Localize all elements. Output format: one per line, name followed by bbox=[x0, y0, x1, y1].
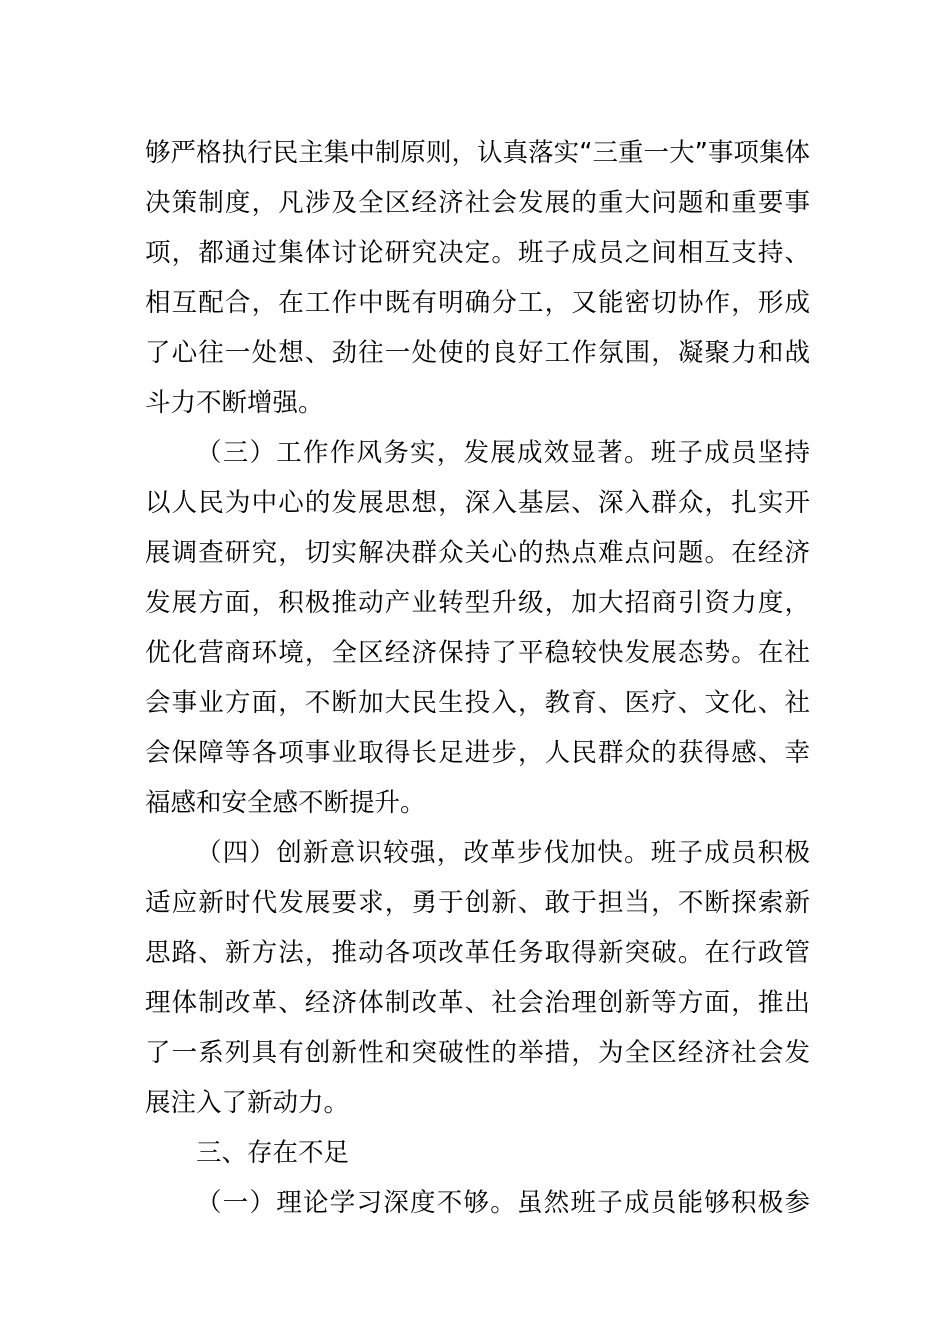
text-line: 思路、新方法，推动各项改革任务取得新突破。在行政管 bbox=[145, 938, 810, 968]
text-line: 优化营商环境，全区经济保持了平稳较快发展态势。在社 bbox=[145, 638, 810, 668]
text-line: 发展方面，积极推动产业转型升级，加大招商引资力度， bbox=[145, 588, 810, 618]
text-line: 理体制改革、经济体制改革、社会治理创新等方面，推出 bbox=[145, 988, 810, 1018]
text-line: 相互配合，在工作中既有明确分工，又能密切协作，形成 bbox=[145, 288, 810, 318]
text-line: 了心往一处想、劲往一处使的良好工作氛围，凝聚力和战 bbox=[145, 338, 810, 368]
text-line: 会事业方面，不断加大民生投入，教育、医疗、文化、社 bbox=[145, 688, 810, 718]
text-line: 福感和安全感不断提升。 bbox=[145, 788, 426, 818]
paragraph-first-line: 三、存在不足 bbox=[196, 1138, 350, 1168]
text-line: 够严格执行民主集中制原则，认真落实“三重一大”事项集体 bbox=[145, 138, 810, 168]
text-line: 适应新时代发展要求，勇于创新、敢于担当，不断探索新 bbox=[145, 888, 810, 918]
text-line: 以人民为中心的发展思想，深入基层、深入群众，扎实开 bbox=[145, 488, 810, 518]
paragraph-first-line: （一）理论学习深度不够。虽然班子成员能够积极参 bbox=[196, 1188, 810, 1218]
text-line: 决策制度，凡涉及全区经济社会发展的重大问题和重要事 bbox=[145, 188, 810, 218]
text-line: 会保障等各项事业取得长足进步，人民群众的获得感、幸 bbox=[145, 738, 810, 768]
paragraph-first-line: （三）工作作风务实，发展成效显著。班子成员坚持 bbox=[196, 438, 810, 468]
text-line: 斗力不断增强。 bbox=[145, 388, 324, 418]
text-line: 项，都通过集体讨论研究决定。班子成员之间相互支持、 bbox=[145, 238, 810, 268]
text-line: 了一系列具有创新性和突破性的举措，为全区经济社会发 bbox=[145, 1038, 810, 1068]
paragraph-first-line: （四）创新意识较强，改革步伐加快。班子成员积极 bbox=[196, 838, 810, 868]
text-line: 展调查研究，切实解决群众关心的热点难点问题。在经济 bbox=[145, 538, 810, 568]
body-text bbox=[145, 128, 810, 1228]
text-line: 展注入了新动力。 bbox=[145, 1088, 350, 1118]
